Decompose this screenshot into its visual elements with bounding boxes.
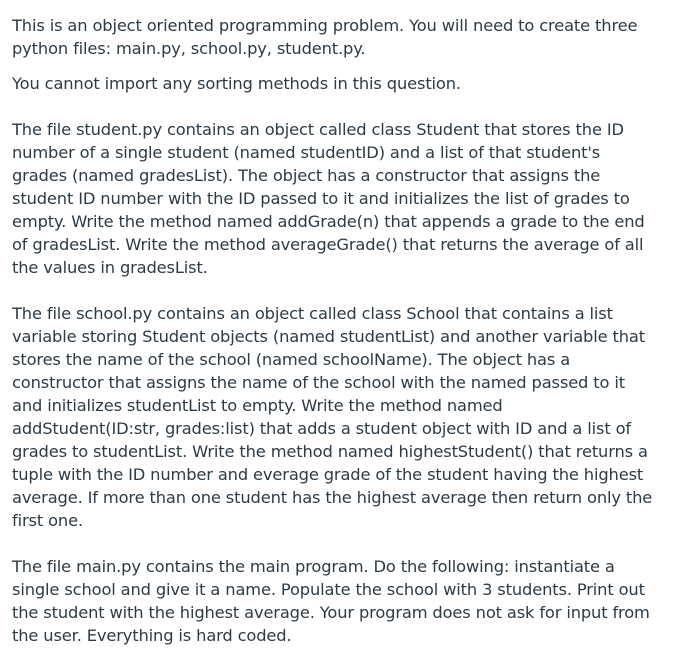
paragraph-spacer: [12, 532, 687, 555]
main-file-paragraph: The file main.py contains the main program. Do the following: instantiate a single school and give it a name. Populate the school with 3 students. Print out the student with the highest average. Your program does not ask for input from the user. Everything is hard coded.: [12, 557, 650, 645]
school-file-paragraph: The file school.py contains an object called class School that contains a list variable storing Student objects (named studentList) and another variable that stores the name of the school (named schoolName). The object has a constructor that assigns the name of the school with the named passed to it and initializes studentList to empty. Write the method named addStudent(ID:str, grades:list) that adds a student object with ID and a list of grades to studentList. Write the method named highestStudent() that returns a tuple with the ID number and everage grade of the student having the highest average. If more than one student has the highest average then return only the first one.: [12, 304, 653, 530]
intro-paragraph: This is an object oriented programming problem. You will need to create three python files: main.py, school.py, student.py.: [12, 16, 638, 58]
student-file-paragraph: The file student.py contains an object called class Student that stores the ID number of a single student (named studentID) and a list of that student's grades (named gradesList). The object has a constructor that assigns the student ID number with the ID passed to it and initializes the list of grades to empty. Write the method named addGrade(n) that appends a grade to the end of gradesList. Write the method averageGrade() that returns the average of all the values in gradesList.: [12, 120, 645, 277]
paragraph-spacer: [12, 95, 687, 118]
paragraph-spacer: [12, 60, 687, 72]
restriction-paragraph: You cannot import any sorting methods in this question.: [12, 74, 461, 93]
problem-statement: [12, 14, 687, 647]
paragraph-spacer: [12, 279, 687, 302]
